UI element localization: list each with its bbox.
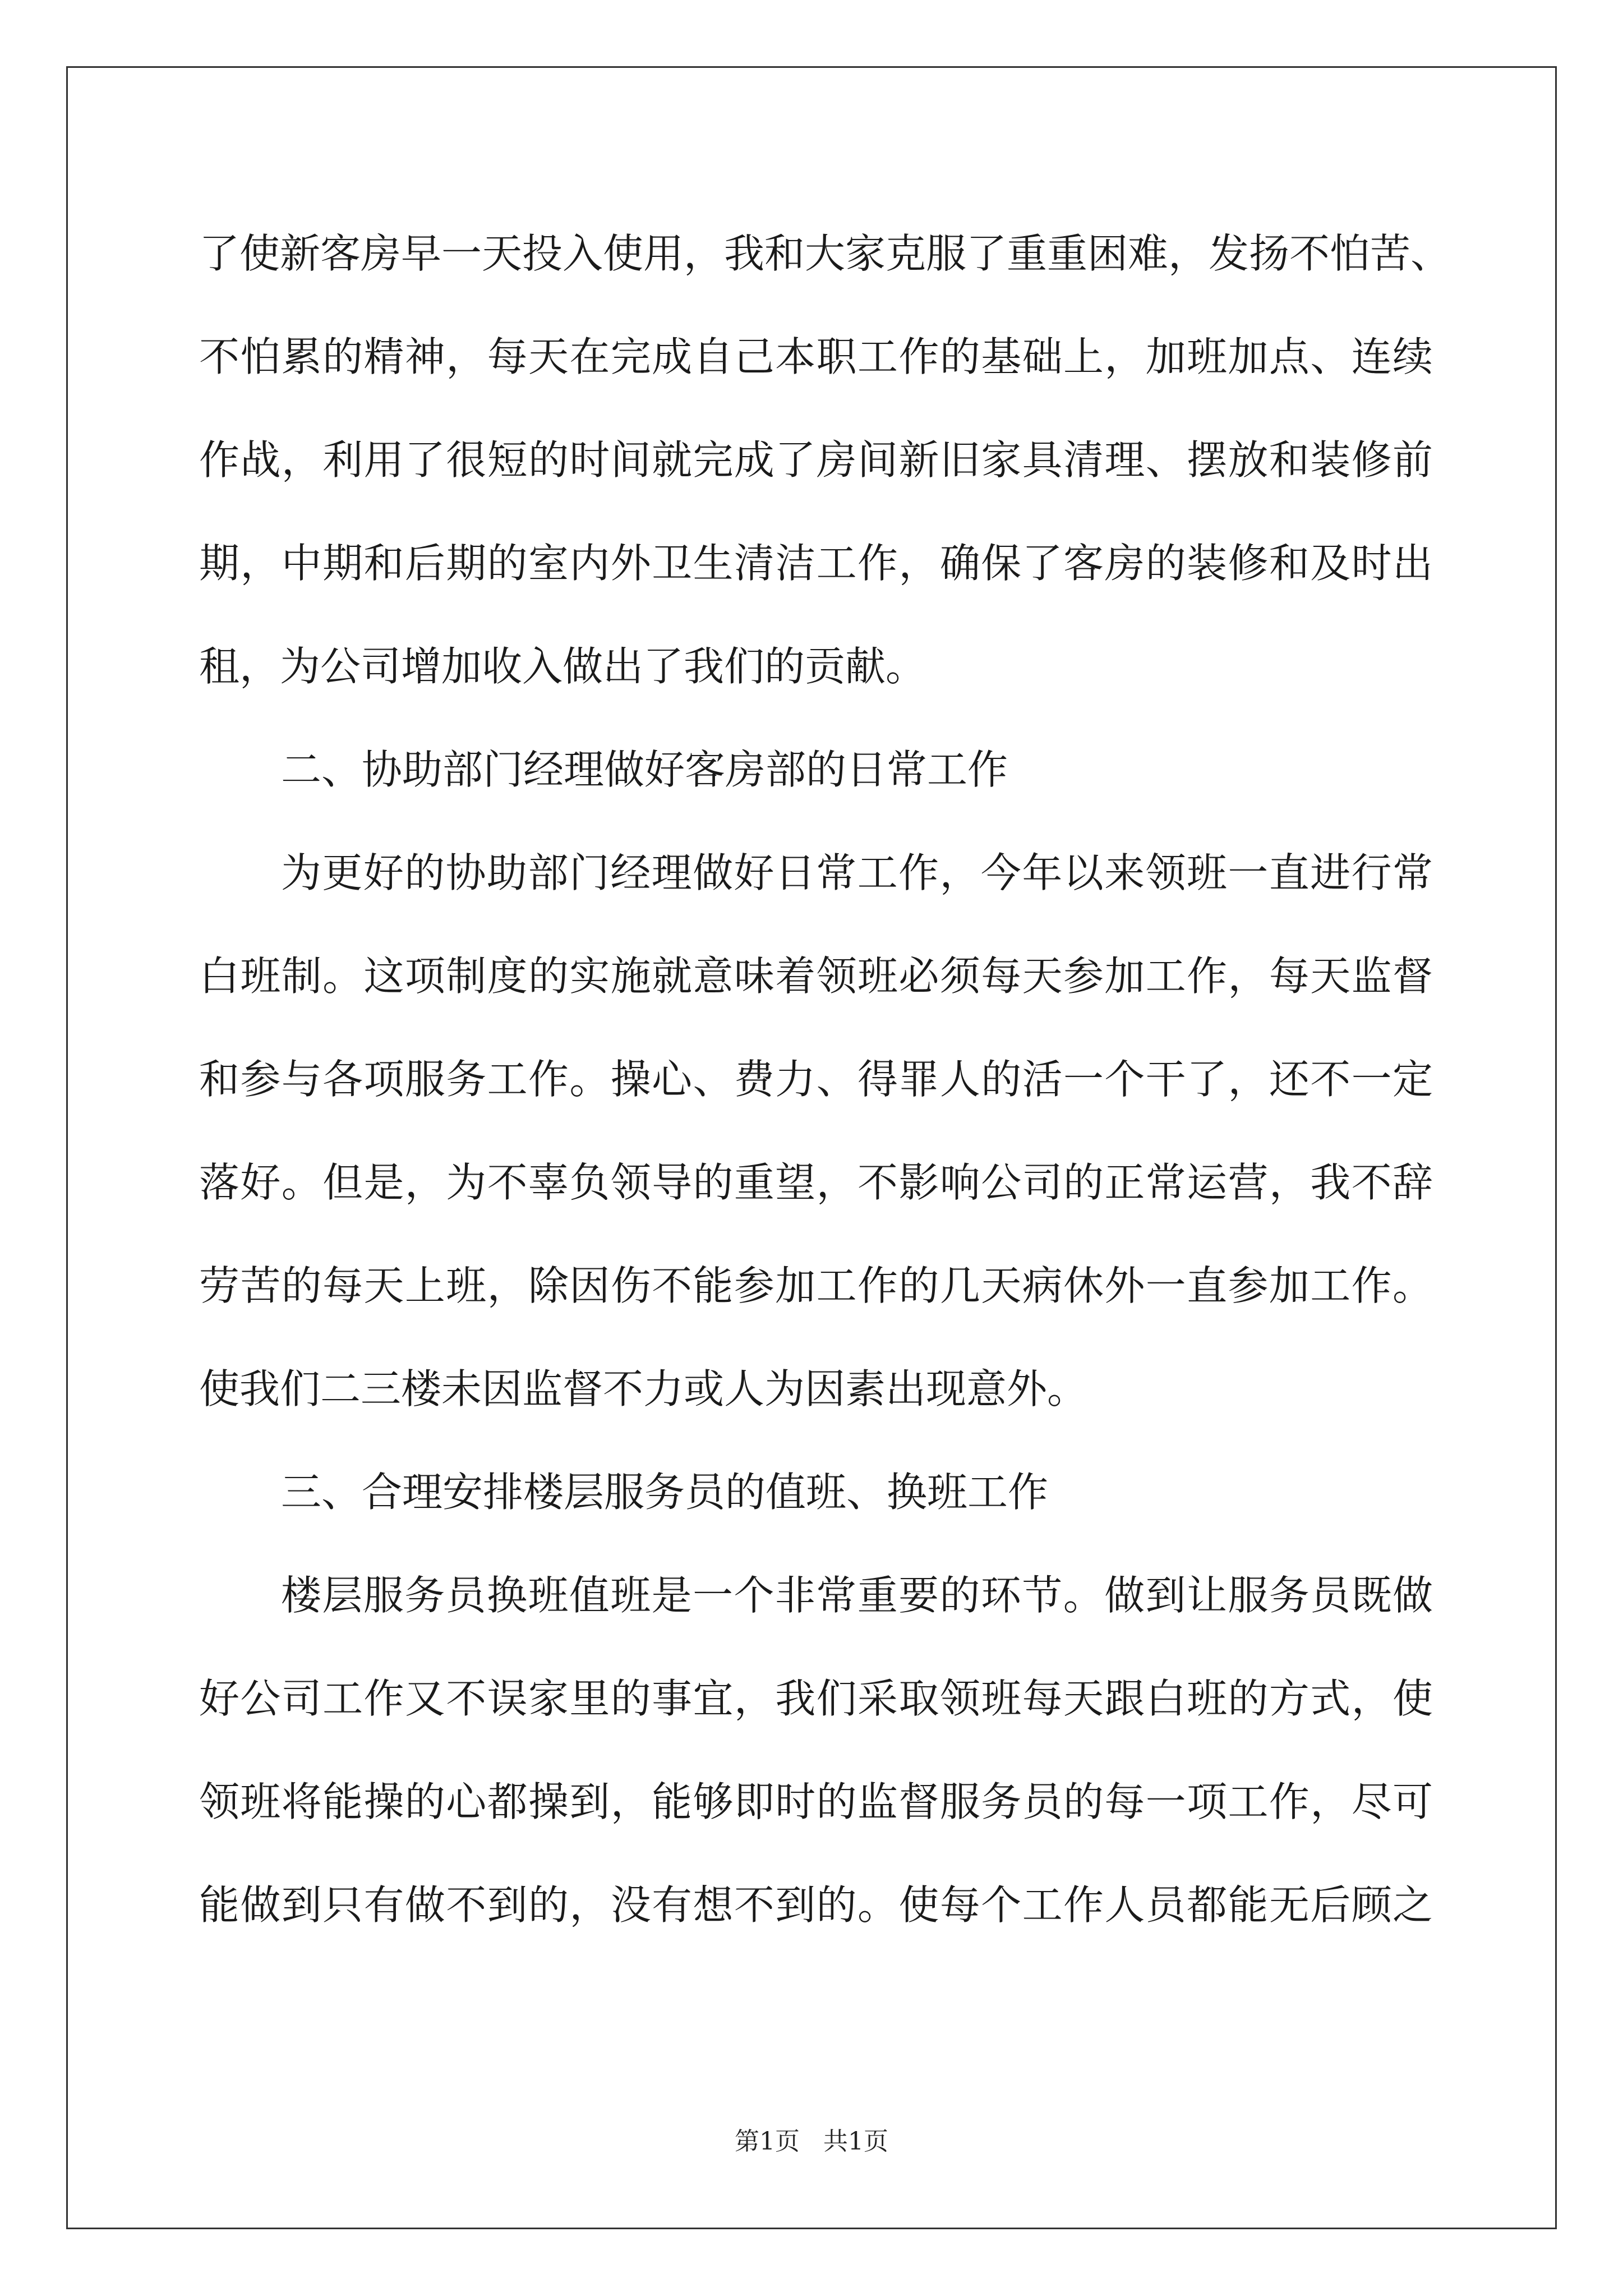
text-line-10: 落好。但是，为不辜负领导的重望，不影响公司的正常运营，我不辞: [199, 1159, 1433, 1206]
text-line-8: 白班制。这项制度的实施就意味着领班必须每天参加工作，每天监督: [199, 953, 1433, 1000]
text-line-5: 租，为公司增加收入做出了我们的贡献。: [199, 643, 926, 690]
section-heading-2: 二、协助部门经理做好客房部的日常工作: [281, 746, 1008, 793]
page-number-footer: 第1页 共1页: [735, 2127, 888, 2156]
text-line-16: 领班将能操的心都操到，能够即时的监督服务员的每一项工作，尽可: [199, 1778, 1433, 1825]
text-line-11: 劳苦的每天上班，除因伤不能参加工作的几天病休外一直参加工作。: [199, 1262, 1433, 1309]
text-line-14: 楼层服务员换班值班是一个非常重要的环节。做到让服务员既做: [281, 1572, 1433, 1619]
document-body: [199, 202, 1451, 1957]
text-line-1: 了使新客房早一天投入使用，我和大家克服了重重困难，发扬不怕苦、: [199, 230, 1451, 277]
text-line-4: 期，中期和后期的室内外卫生清洁工作，确保了客房的装修和及时出: [199, 540, 1433, 587]
text-line-7: 为更好的协助部门经理做好日常工作，今年以来领班一直进行常: [281, 849, 1433, 896]
text-line-17: 能做到只有做不到的，没有想不到的。使每个工作人员都能无后顾之: [199, 1881, 1433, 1929]
text-line-2: 不怕累的精神，每天在完成自己本职工作的基础上，加班加点、连续: [199, 333, 1433, 380]
text-line-15: 好公司工作又不误家里的事宜，我们采取领班每天跟白班的方式，使: [199, 1675, 1433, 1722]
text-line-9: 和参与各项服务工作。操心、费力、得罪人的活一个干了，还不一定: [199, 1056, 1433, 1103]
text-line-12: 使我们二三楼未因监督不力或人为因素出现意外。: [199, 1365, 1088, 1412]
text-line-3: 作战，利用了很短的时间就完成了房间新旧家具清理、摆放和装修前: [199, 436, 1433, 484]
section-heading-3: 三、合理安排楼层服务员的值班、换班工作: [281, 1469, 1049, 1516]
